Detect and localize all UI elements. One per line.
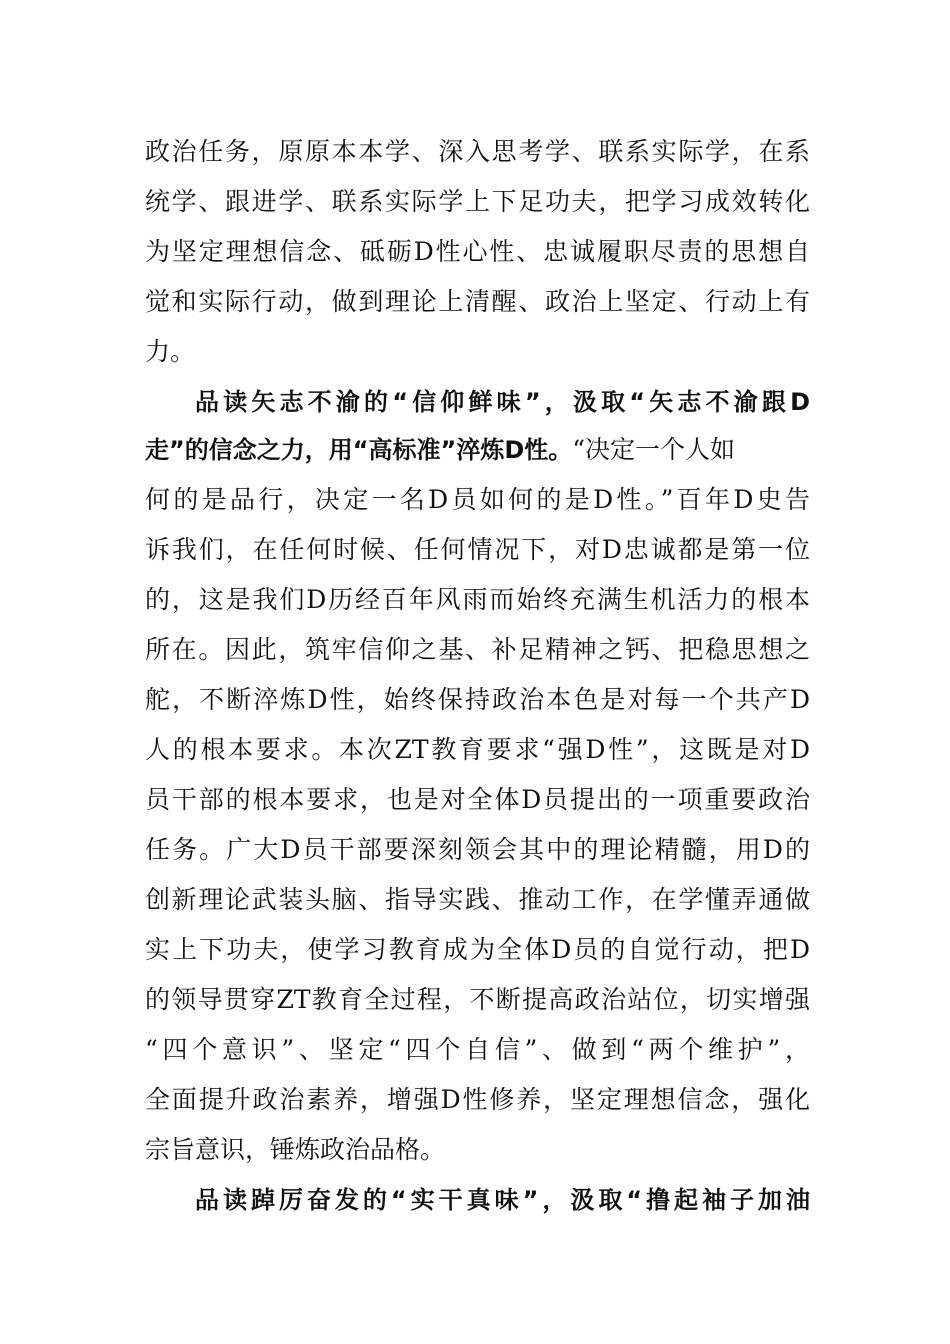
section-heading-continuation: [145, 425, 735, 475]
text-line: 的领导贯穿ZT教育全过程，不断提高政治站位，切实增强: [145, 985, 810, 1014]
text-line: 任务。广大D员干部要深刻领会其中的理论精髓，用D的: [145, 835, 810, 864]
text-line: 诉我们，在任何时候、任何情况下，对D忠诚都是第一位: [145, 535, 810, 564]
text-line: 宗旨意识，锤炼政治品格。: [145, 1135, 446, 1164]
text-line: 全面提升政治素养，增强D性修养，坚定理想信念，强化: [145, 1085, 810, 1114]
text-line: 创新理论武装头脑、指导实践、推动工作，在学懂弄通做: [145, 885, 810, 914]
section-heading-tail: 走”的信念之力，用“高标准”淬炼D性。: [145, 436, 573, 464]
text-line: 何的是品行，决定一名D员如何的是D性。”百年D史告: [145, 485, 810, 514]
text-line: 实上下功夫，使学习教育成为全体D员的自觉行动，把D: [145, 935, 810, 964]
text-line: “四个意识”、坚定“四个自信”、做到“两个维护”，: [145, 1035, 810, 1064]
paragraph-start: “决定一个人如: [572, 435, 736, 464]
text-line: 力。: [145, 337, 196, 366]
text-line: 政治任务，原原本本学、深入思考学、联系实际学，在系: [145, 137, 810, 166]
section-heading: 品读踔厉奋发的“实干真味”，汲取“撸起袖子加油: [195, 1186, 810, 1214]
text-line: 员干部的根本要求，也是对全体D员提出的一项重要政治: [145, 785, 810, 814]
text-line: 觉和实际行动，做到理论上清醒、政治上坚定、行动上有: [145, 287, 810, 316]
text-line: 的，这是我们D历经百年风雨而始终充满生机活力的根本: [145, 585, 810, 614]
text-line: 所在。因此，筑牢信仰之基、补足精神之钙、把稳思想之: [145, 635, 810, 664]
text-line: 舵，不断淬炼D性，始终保持政治本色是对每一个共产D: [145, 685, 810, 714]
section-heading: 品读矢志不渝的“信仰鲜味”，汲取“矢志不渝跟D: [195, 388, 810, 416]
text-line: 统学、跟进学、联系实际学上下足功夫，把学习成效转化: [145, 187, 810, 216]
text-line: 为坚定理想信念、砥砺D性心性、忠诚履职尽责的思想自: [145, 237, 810, 266]
text-line: 人的根本要求。本次ZT教育要求“强D性”，这既是对D: [145, 735, 810, 764]
